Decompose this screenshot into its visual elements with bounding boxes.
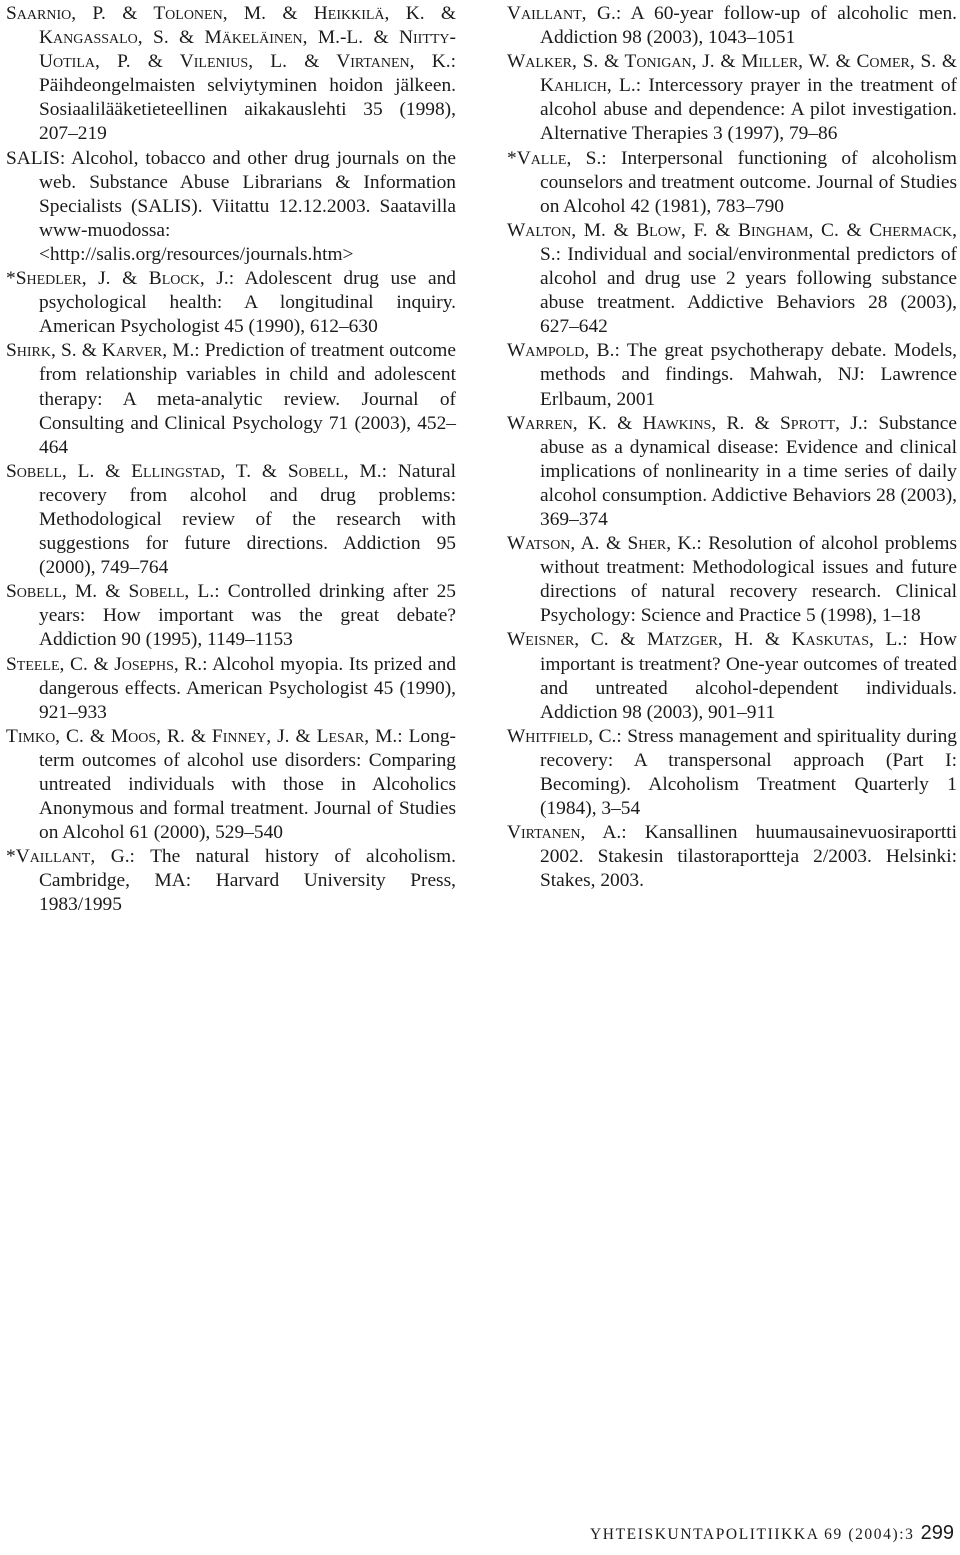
reference-authors: Weisner, C. & Matzger, H. & Kaskutas, L. xyxy=(507,629,903,651)
reference-item xyxy=(507,821,957,893)
reference-authors: *Valle, S. xyxy=(507,147,602,169)
page-number: 299 xyxy=(920,1522,954,1544)
reference-details: : Long-term outcomes of alcohol use disorders: Comparing untreated individuals with those in Alcoholics Anonymous and formal treatment. Journal of Studies on Alcohol 61 (2000), 529‒540 xyxy=(39,725,457,844)
reference-item xyxy=(6,147,456,267)
reference-authors: *Vaillant, G. xyxy=(6,846,130,868)
reference-item xyxy=(6,339,456,459)
reference-details: : The great psychotherapy debate. Models, methods and findings. Mahwah, NJ: Lawrence Erlbaum, 2001 xyxy=(540,340,957,410)
reference-details: : Individual and social/environmental predictors of alcohol and drug use 2 years following substance abuse treatment. Addictive Behaviors 28 (2003), 627‒642 xyxy=(540,243,957,338)
reference-item xyxy=(6,580,456,652)
reference-authors: Sobell, L. & Ellingstad, T. & Sobell, M. xyxy=(6,460,382,482)
reference-item xyxy=(507,725,957,821)
reference-item xyxy=(6,2,456,147)
reference-details: : How important is treatment? One-year outcomes of treated and untreated alcohol-dependent individuals. Addiction 98 (2003), 901‒911 xyxy=(540,629,958,723)
reference-authors: Vaillant, G. xyxy=(507,3,616,24)
reference-item xyxy=(507,412,957,532)
reference-item xyxy=(507,532,957,628)
reference-item xyxy=(6,725,456,845)
reference-details: : Intercessory prayer in the treatment of alcohol abuse and dependence: A pilot investigation. Alternative Therapies 3 (1997), 79‒86 xyxy=(540,75,958,145)
reference-item xyxy=(6,267,456,339)
reference-authors: Walker, S. & Tonigan, J. & Miller, W. & Comer, S. & Kahlich, L. xyxy=(507,51,957,97)
reference-item xyxy=(6,653,456,725)
reference-item xyxy=(507,50,957,146)
reference-details: : A 60-year follow-up of alcoholic men. Addiction 98 (2003), 1043‒1051 xyxy=(540,3,957,49)
reference-authors: *Shedler, J. & Block, J. xyxy=(6,268,229,290)
reference-details: : Kansallinen huumausainevuosiraportti 2002. Stakesin tilastoraportteja 2/2003. Helsinki: Stakes, 2003. xyxy=(540,822,957,892)
reference-authors: Timko, C. & Moos, R. & Finney, J. & Lesar, M. xyxy=(6,725,398,747)
reference-authors: Sobell, M. & Sobell, L. xyxy=(6,581,215,603)
reference-item xyxy=(6,460,456,580)
reference-details: : Interpersonal functioning of alcoholism counselors and treatment outcome. Journal of Studies on Alcohol 42 (1981), 783‒790 xyxy=(540,147,957,217)
reference-authors: Virtanen, A. xyxy=(507,822,622,844)
reference-details: : Resolution of alcohol problems without treatment: Methodological issues and future directions of natural recovery research. Clinical Psychology: Science and Practice 5 (1998), 1‒18 xyxy=(540,533,957,627)
reference-details: : Substance abuse as a dynamical disease: Evidence and clinical implications of nonlinearity in a time series of daily alcohol consumption. Addictive Behaviors 28 (2003), 369‒374 xyxy=(540,412,957,530)
reference-item xyxy=(507,628,957,724)
reference-details: : Prediction of treatment outcome from relationship variables in child and adolescent therapy: A meta-analytic review. Journal of Consulting and Clinical Psychology 71 (2003), 452‒464 xyxy=(39,340,456,458)
reference-item xyxy=(507,2,957,50)
reference-details: : Stress management and spirituality during recovery: A transpersonal approach (Part I: Becoming). Alcoholism Treatment Quarterly 1 (1984), 3‒54 xyxy=(540,725,957,820)
reference-authors: Shirk, S. & Karver, M. xyxy=(6,340,195,362)
reference-list-left xyxy=(6,2,456,918)
reference-authors: Whitfield, C. xyxy=(507,725,617,747)
reference-authors: Walton, M. & Blow, F. & Bingham, C. & Chermack, S. xyxy=(507,219,957,265)
page-footer xyxy=(590,1522,960,1550)
reference-item xyxy=(6,845,456,917)
reference-details: : Alcohol myopia. Its prized and dangerous effects. American Psychologist 45 (1990), 921‒933 xyxy=(39,653,456,723)
reference-authors: Steele, C. & Josephs, R. xyxy=(6,653,203,675)
reference-authors: Saarnio, P. & Tolonen, M. & Heikkilä, K. & Kangassalo, S. & Mäkeläinen, M.-L. & Niitty-Uotila, P. & Vilenius, L. & Virtanen, K. xyxy=(6,3,456,73)
reference-item xyxy=(507,147,957,219)
reference-details: : The natural history of alcoholism. Cambridge, MA: Harvard University Press, 1983/1995 xyxy=(39,846,456,916)
reference-authors: Watson, A. & Sher, K. xyxy=(507,533,697,555)
reference-authors: Wampold, B. xyxy=(507,340,615,362)
reference-details: : Natural recovery from alcohol and drug problems: Methodological review of the research with suggestions for future directions. Addiction 95 (2000), 749‒764 xyxy=(39,460,456,579)
reference-item xyxy=(507,219,957,339)
reference-item xyxy=(507,339,957,411)
reference-authors: Warren, K. & Hawkins, R. & Sprott, J. xyxy=(507,412,863,434)
reference-list-right xyxy=(507,2,957,893)
reference-details: : Päihdeongelmaisten selviytyminen hoidon jälkeen. Sosiaalilääketieteellinen aikakauslehti 35 (1998), 207‒219 xyxy=(39,51,456,145)
reference-details: : Adolescent drug use and psychological health: A longitudinal inquiry. American Psychologist 45 (1990), 612‒630 xyxy=(39,268,456,338)
reference-details: : Controlled drinking after 25 years: How important was the great debate? Addiction 90 (1995), 1149‒1153 xyxy=(39,581,456,651)
reference-details: SALIS: Alcohol, tobacco and other drug journals on the web. Substance Abuse Librarians & Information Specialists (SALIS). Viitattu 12.12.2003. Saatavilla www-muodossa: <http://salis.org/resources/journals.htm> xyxy=(6,147,456,265)
journal-running-title: YHTEISKUNTAPOLITIIKKA 69 (2004):3 xyxy=(590,1526,915,1543)
